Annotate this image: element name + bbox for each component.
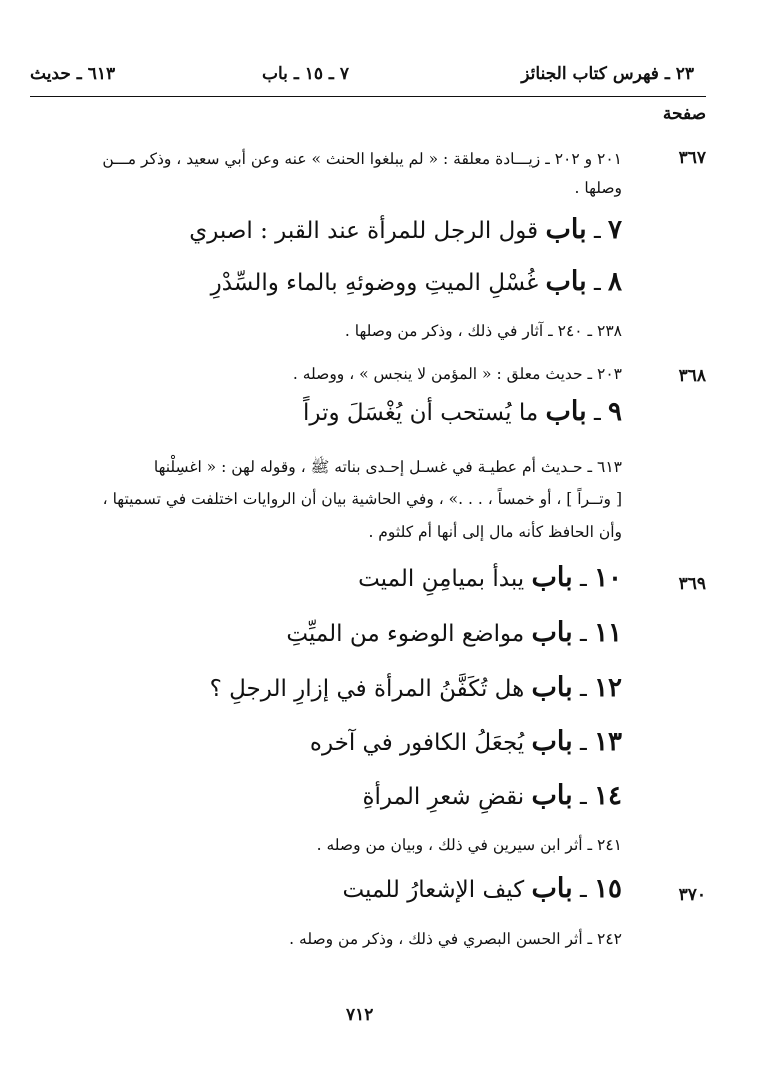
athar-line: ٢٤١ ـ أثر ابن سيرين في ذلك ، وبيان من وصله . (316, 836, 622, 854)
hadith-line: ٦١٣ ـ حـديث أم عطيـة في غسـل إحـدى بناته ﷺ ، وقوله لهن : « اغسِلْنها (153, 458, 622, 476)
chapter-heading: ٨ ـ باب غُسْلِ الميتِ ووضوئهِ بالماء والسِّدْرِ (210, 266, 622, 297)
hadith-line: ٢٠٣ ـ حديث معلق : « المؤمن لا ينجس » ، ووصله . (292, 365, 622, 383)
chapter-keyword: باب (531, 726, 573, 757)
athar-line: ٢٣٨ ـ ٢٤٠ ـ آثار في ذلك ، وذكر من وصلها . (344, 322, 622, 340)
header-chapter-range: ٧ ـ ١٥ ـ باب (262, 64, 349, 84)
hadith-line: ٢٠١ و ٢٠٢ ـ زيـــادة معلقة : « لم يبلغوا الحنث » عنه وعن أبي سعيد ، وذكر مـــن (102, 150, 622, 168)
chapter-keyword: باب (545, 214, 587, 245)
chapter-number: ١٠ (594, 563, 622, 593)
header-divider (30, 96, 706, 97)
chapter-keyword: باب (531, 562, 573, 593)
hadith-line: وأن الحافظ كأنه مال إلى أنها أم كلثوم . (368, 523, 622, 541)
chapter-heading: ١٣ ـ باب يُجعَلُ الكافور في آخره (309, 726, 622, 757)
page-number: ٣٦٧ (678, 148, 706, 168)
chapter-number: ١١ (594, 618, 622, 648)
chapter-title: ما يُستحب أن يُغْسَلَ وتراً (303, 400, 539, 426)
chapter-title: يبدأ بميامِنِ الميت (358, 566, 525, 592)
athar-line: ٢٤٢ ـ أثر الحسن البصري في ذلك ، وذكر من وصله . (289, 930, 622, 948)
header-hadith-range: ٦١٣ ـ حديث (30, 64, 116, 84)
page-column-label: صفحة (662, 104, 706, 124)
page-number: ٣٦٩ (678, 574, 706, 594)
page-footer-number: ٧١٢ (346, 1005, 374, 1025)
chapter-heading: ١٥ ـ باب كيف الإشعارُ للميت (342, 873, 622, 904)
chapter-title: غُسْلِ الميتِ ووضوئهِ بالماء والسِّدْرِ (210, 270, 539, 296)
chapter-title: نقضِ شعرِ المرأةِ (362, 784, 525, 810)
chapter-title: مواضع الوضوء من الميِّتِ (286, 621, 525, 647)
chapter-title: كيف الإشعارُ للميت (342, 877, 525, 903)
chapter-number: ١٣ (594, 727, 622, 757)
page-number: ٣٧٠ (678, 885, 706, 905)
chapter-number: ٨ (608, 267, 622, 297)
chapter-heading: ١٤ ـ باب نقضِ شعرِ المرأةِ (362, 780, 622, 811)
chapter-number: ١٥ (594, 874, 622, 904)
chapter-heading: ١٢ ـ باب هل تُكَفَّنُ المرأة في إزارِ الرجلِ ؟ (209, 672, 622, 703)
chapter-keyword: باب (531, 780, 573, 811)
page-number: ٣٦٨ (678, 366, 706, 386)
header-book-title: ٢٣ ـ فهرس كتاب الجنائز (521, 64, 694, 84)
chapter-number: ١٢ (594, 673, 622, 703)
hadith-line: وصلها . (574, 179, 622, 197)
chapter-heading: ١٠ ـ باب يبدأ بميامِنِ الميت (358, 562, 622, 593)
chapter-keyword: باب (531, 617, 573, 648)
chapter-heading: ١١ ـ باب مواضع الوضوء من الميِّتِ (286, 617, 622, 648)
chapter-title: قول الرجل للمرأة عند القبر : اصبري (189, 218, 539, 244)
chapter-keyword: باب (545, 396, 587, 427)
chapter-number: ٩ (608, 397, 622, 427)
chapter-heading: ٩ ـ باب ما يُستحب أن يُغْسَلَ وتراً (303, 396, 622, 427)
chapter-title: هل تُكَفَّنُ المرأة في إزارِ الرجلِ ؟ (209, 676, 525, 702)
chapter-keyword: باب (545, 266, 587, 297)
hadith-line: [ وتــراً ] ، أو خمساً ، . . .» ، وفي الحاشية بيان أن الروايات اختلفت في تسميتها ، (102, 490, 622, 508)
chapter-number: ١٤ (594, 781, 622, 811)
chapter-heading: ٧ ـ باب قول الرجل للمرأة عند القبر : اصبري (189, 214, 622, 245)
chapter-keyword: باب (531, 873, 573, 904)
chapter-title: يُجعَلُ الكافور في آخره (309, 730, 525, 756)
chapter-keyword: باب (531, 672, 573, 703)
chapter-number: ٧ (608, 215, 622, 245)
